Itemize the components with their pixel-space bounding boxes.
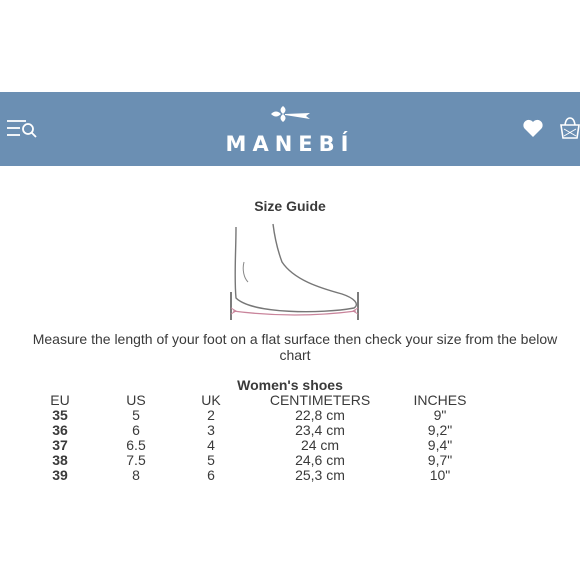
cell-inches: 9": [433, 407, 447, 423]
table-row: [20, 423, 490, 438]
cell-us: 6: [132, 422, 140, 438]
page-title: Size Guide: [254, 198, 326, 214]
cell-us: 6.5: [126, 437, 146, 453]
foot-measure-illustration: [222, 222, 372, 327]
brand-name: MANEBÍ: [225, 132, 355, 156]
measure-instructions: Measure the length of your foot on a flat surface then check your size from the below chart: [32, 331, 558, 363]
column-header-inches: INCHES: [413, 392, 467, 408]
cell-eu: 39: [52, 467, 68, 483]
heart-icon[interactable]: [522, 118, 544, 143]
cell-centimeters: 24,6 cm: [295, 452, 345, 468]
cell-uk: 4: [207, 437, 215, 453]
shopping-bag-icon[interactable]: [560, 116, 580, 145]
table-header-row: [20, 393, 490, 408]
cell-eu: 38: [52, 452, 68, 468]
column-header-us: US: [126, 392, 146, 408]
table-row: [20, 453, 490, 468]
site-header: [0, 92, 580, 166]
cell-centimeters: 22,8 cm: [295, 407, 345, 423]
logo-flower-icon: [266, 102, 314, 128]
cell-eu: 37: [52, 437, 68, 453]
column-header-eu: EU: [50, 392, 70, 408]
cell-us: 5: [132, 407, 140, 423]
cell-inches: 9,4": [427, 437, 453, 453]
cell-us: 8: [132, 467, 140, 483]
cell-centimeters: 24 cm: [300, 437, 340, 453]
cell-inches: 9,7": [427, 452, 453, 468]
cell-inches: 10": [429, 467, 451, 483]
column-header-centimeters: CENTIMETERS: [269, 392, 371, 408]
table-row: [20, 408, 490, 423]
cell-centimeters: 23,4 cm: [295, 422, 345, 438]
cell-eu: 36: [52, 422, 68, 438]
cell-uk: 5: [207, 452, 215, 468]
cell-uk: 6: [207, 467, 215, 483]
table-title: Women's shoes: [237, 377, 343, 393]
column-header-uk: UK: [201, 392, 221, 408]
cell-inches: 9,2": [427, 422, 453, 438]
cell-eu: 35: [52, 407, 68, 423]
table-row: [20, 438, 490, 453]
cell-uk: 2: [207, 407, 215, 423]
brand-logo[interactable]: [200, 102, 380, 158]
menu-search-icon[interactable]: [6, 116, 38, 142]
cell-centimeters: 25,3 cm: [295, 467, 345, 483]
size-table: [20, 393, 490, 483]
cell-uk: 3: [207, 422, 215, 438]
content-cutoff: [0, 486, 580, 580]
table-row: [20, 468, 490, 483]
cell-us: 7.5: [126, 452, 146, 468]
